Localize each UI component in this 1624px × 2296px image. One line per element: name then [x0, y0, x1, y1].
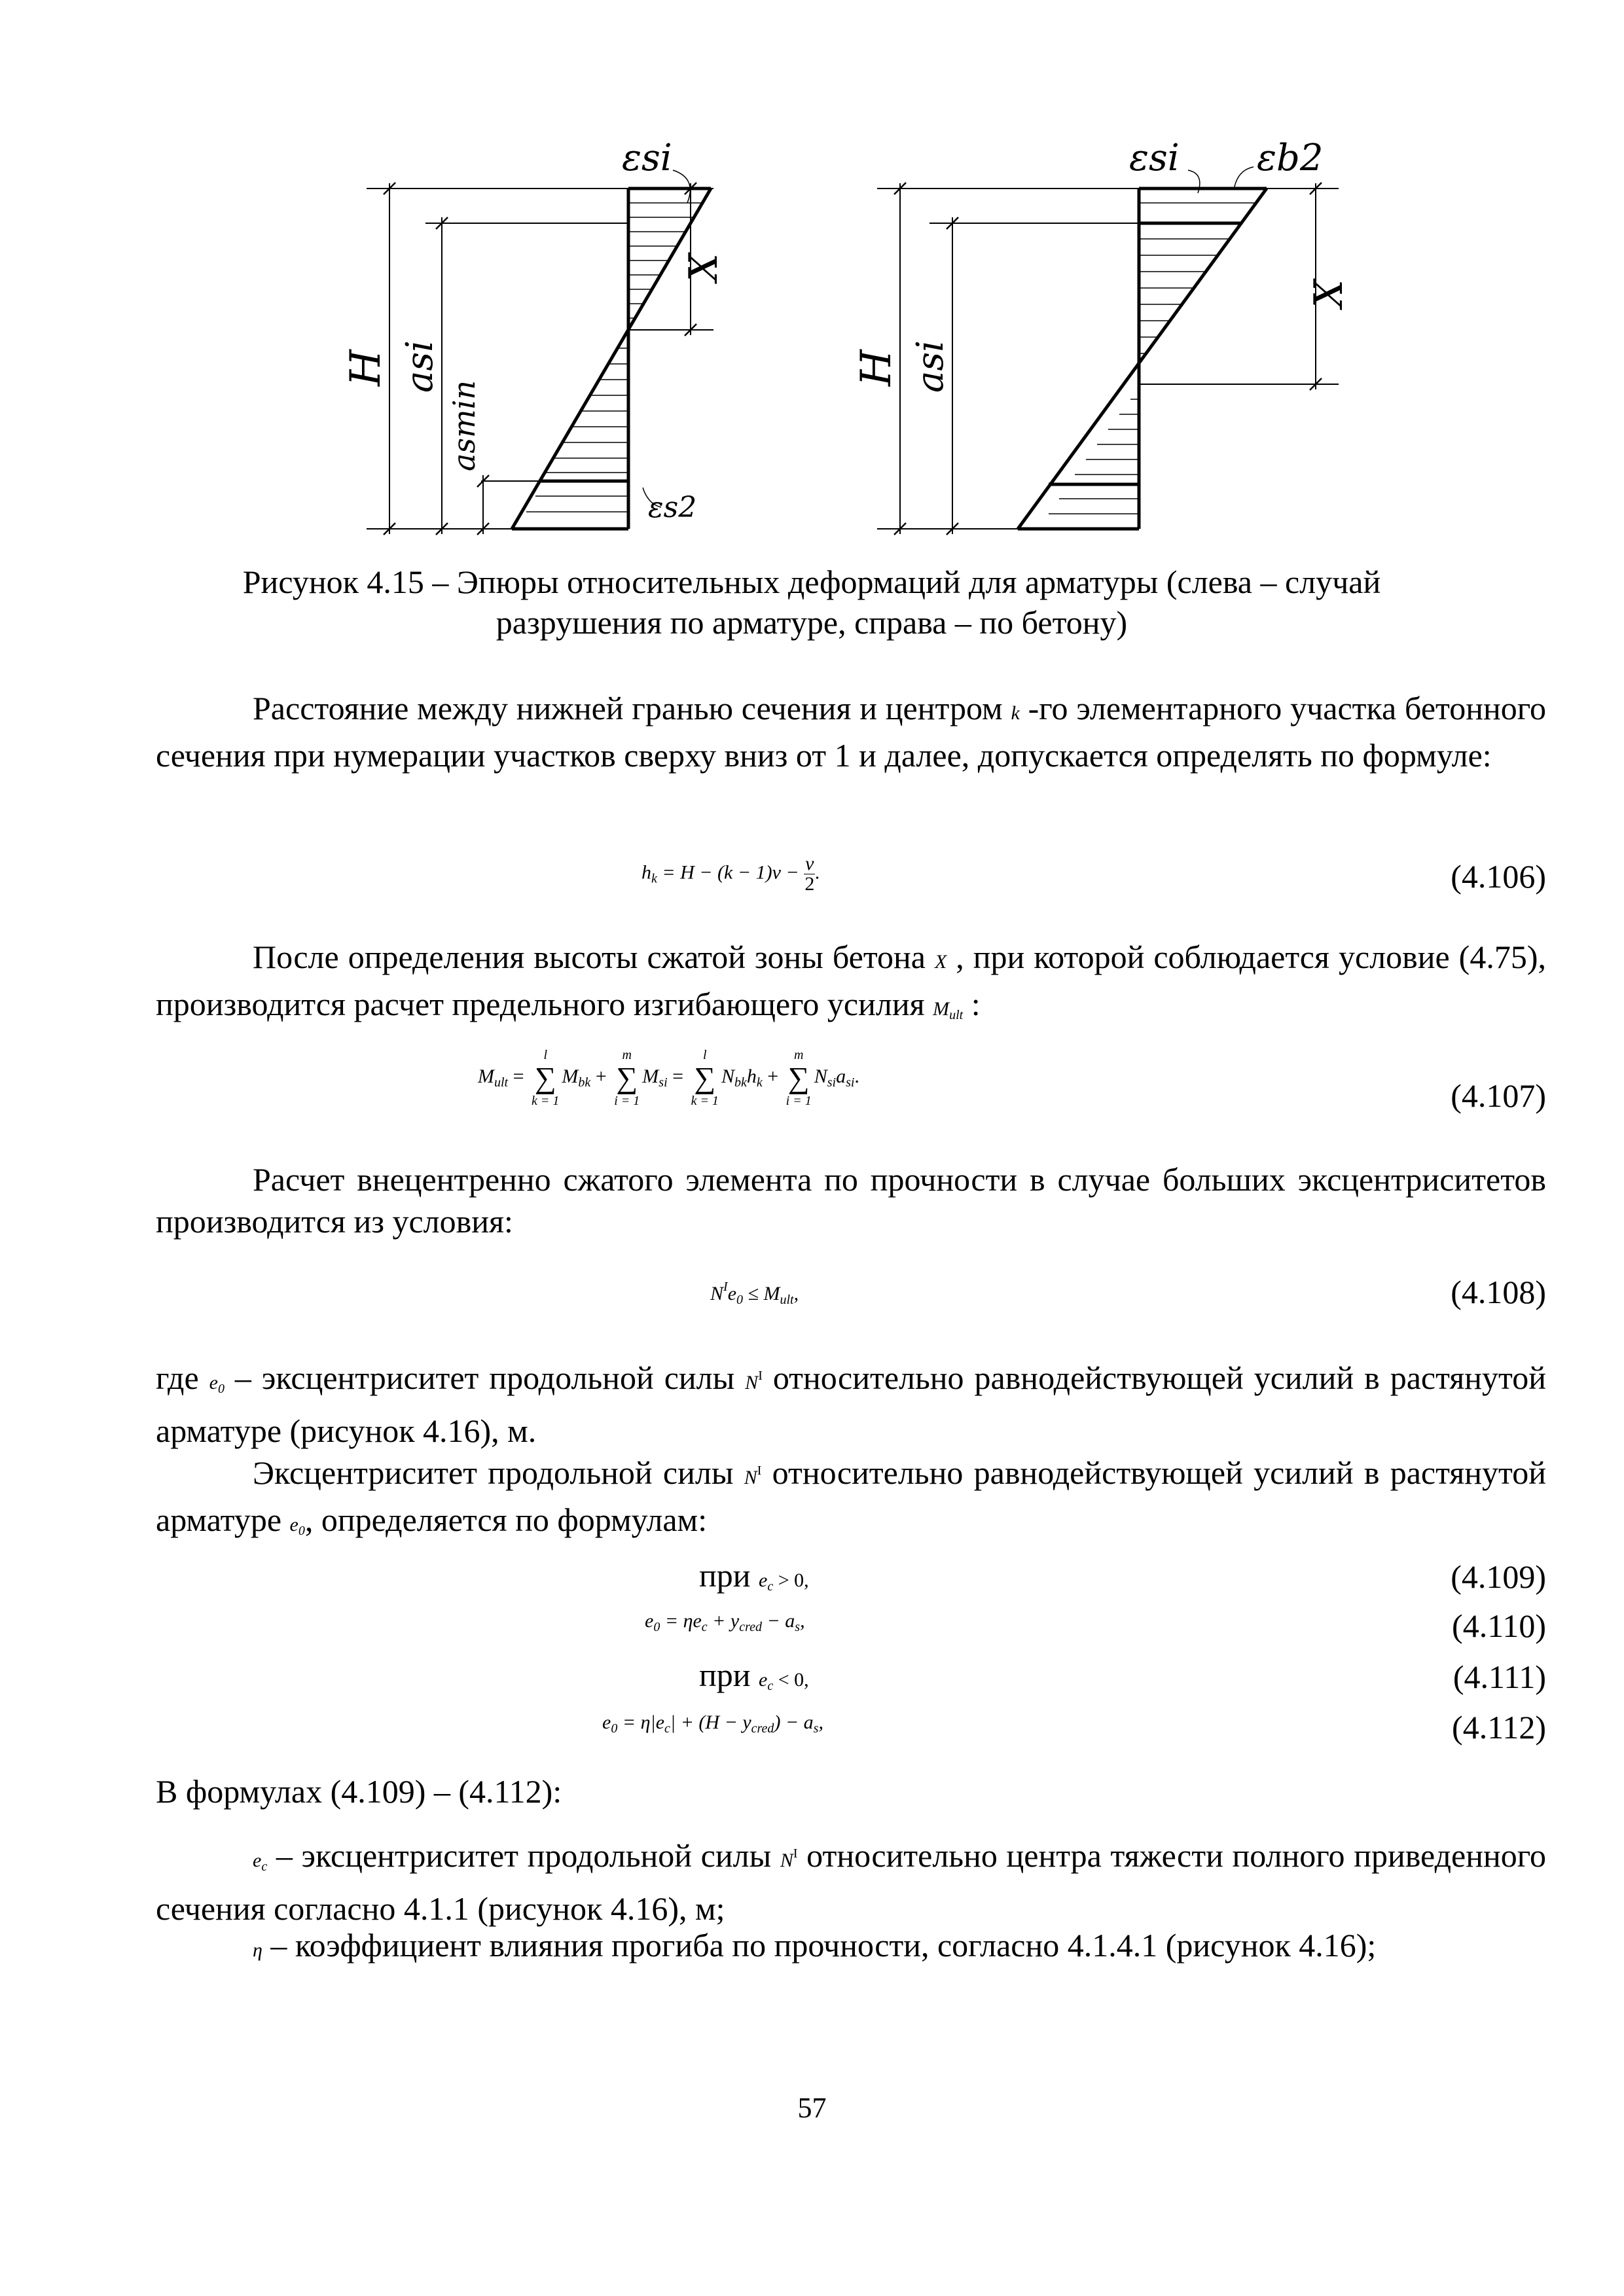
H-label-right: H — [852, 350, 901, 386]
f112-rest2: | + (H − y — [670, 1712, 751, 1733]
f107-lhs-sub: ult — [494, 1075, 509, 1090]
f107-term3: N — [721, 1065, 734, 1087]
f107-sum-4: m ∑ i = 1 — [785, 1048, 812, 1108]
para8-text-1: – коэффициент влияния прогиба по прочности, согласно 4.1.4.1 (рисунок 4.16); — [262, 1927, 1377, 1964]
f112-e: e — [602, 1712, 611, 1733]
formula-number-4-109: (4.109) — [1451, 1558, 1546, 1595]
paragraph-hk-definition — [156, 687, 1546, 776]
formula-4-112 — [602, 1712, 823, 1736]
f111-e: e — [759, 1669, 768, 1691]
eps-si-label-left: εsi — [622, 137, 672, 179]
f107-sum3-top: l — [702, 1048, 707, 1062]
f107-sum2-top: m — [622, 1048, 632, 1062]
f106-end: . — [815, 861, 820, 884]
X-label-right: X — [1306, 279, 1352, 308]
para2-text-2: , при которой соблюдается условие (4.75), производится расчет предельного изгибающего усилия — [156, 939, 1546, 1022]
caption-line-1: Рисунок 4.15 – Эпюры относительных деформаций для арматуры (слева – случай — [242, 564, 1381, 600]
f107-term3b-sub: k — [756, 1075, 763, 1090]
f109-e-sub: c — [767, 1579, 774, 1594]
para5-text-2: относительно равнодействующей усилий в растянутой арматуре — [156, 1454, 1546, 1538]
para7-n-symbol: N — [780, 1850, 793, 1871]
paragraph-ec-definition — [156, 1833, 1546, 1929]
para4-e-symbol: e — [209, 1372, 218, 1393]
para1-text-2: -го элементарного участка бетонного сечения при нумерации участков сверху вниз от 1 и далее, допускается определять по формуле: — [156, 690, 1546, 774]
eps-s2-label: εs2 — [648, 491, 697, 524]
f110-rest3-sub: s — [795, 1620, 801, 1634]
f108-rel-sub: ult — [780, 1293, 794, 1307]
f107-sum1-top: l — [543, 1048, 548, 1062]
f109-pri: при — [699, 1557, 751, 1594]
f110-rest1: = ηe — [660, 1610, 702, 1632]
para5-text-3: , определяется по формулам: — [304, 1501, 708, 1538]
f108-e: e — [727, 1283, 737, 1304]
para5-n-sup: I — [757, 1463, 762, 1478]
f107-term4b-sub: si — [846, 1075, 855, 1090]
paragraph-e0-formulas-intro — [156, 1450, 1546, 1552]
eps-si-label-right: εsi — [1129, 137, 1180, 179]
f112-rest1-sub: c — [664, 1721, 670, 1736]
formula-number-4-112: (4.112) — [1452, 1709, 1546, 1746]
f112-end: , — [818, 1712, 823, 1733]
para7-text-1: – эксцентриситет продольной силы — [267, 1837, 780, 1874]
formula-4-110 — [645, 1610, 805, 1635]
f111-pri: при — [699, 1657, 751, 1693]
para4-n-symbol: N — [745, 1372, 759, 1393]
f110-end: , — [800, 1610, 805, 1632]
para2-text-1: После определения высоты сжатой зоны бетона — [253, 939, 935, 975]
para5-text-1: Эксцентриситет продольной силы — [253, 1454, 744, 1491]
para2-text-3: : — [963, 986, 981, 1022]
f112-rest3-sub: s — [813, 1721, 819, 1736]
para5-n-symbol: N — [744, 1467, 757, 1488]
formula-4-106 — [641, 854, 820, 894]
f108-N-sup: I — [723, 1280, 728, 1294]
paragraph-in-formulas: В формулах (4.109) – (4.112): — [156, 1773, 562, 1810]
para4-text-2: – эксцентриситет продольной силы — [224, 1359, 746, 1396]
formula-4-111 — [699, 1656, 809, 1694]
eps-b2-label: εb2 — [1257, 137, 1324, 179]
para1-text-1: Расстояние между нижней гранью сечения и центром — [253, 690, 1011, 726]
f110-e-sub: 0 — [653, 1620, 660, 1634]
f108-rel: ≤ M — [743, 1283, 780, 1304]
f109-e: e — [759, 1570, 768, 1591]
caption-line-2: разрушения по арматуре, справа – по бетону) — [496, 604, 1128, 641]
para2-m-sub: ult — [949, 1008, 964, 1022]
para1-k-symbol: k — [1011, 702, 1020, 724]
formula-number-4-106: (4.106) — [1451, 858, 1546, 895]
f107-sum-3: l ∑ k = 1 — [691, 1048, 719, 1108]
strain-diagrams-figure — [340, 131, 1375, 550]
f108-e-sub: 0 — [736, 1293, 744, 1307]
f110-rest3: − a — [762, 1610, 795, 1632]
para8-eta-symbol: η — [253, 1939, 262, 1961]
f107-lhs: M — [478, 1065, 494, 1087]
f107-sum3-bottom: k = 1 — [691, 1094, 719, 1108]
H-label-left: H — [342, 350, 390, 386]
X-label-left: X — [681, 253, 727, 281]
para7-n-sup: I — [793, 1846, 798, 1861]
f110-rest2-sub: cred — [739, 1620, 763, 1634]
formula-4-108 — [710, 1280, 799, 1308]
f106-h-sub: k — [651, 871, 657, 886]
f107-term1-sub: bk — [578, 1075, 591, 1090]
paragraph-e0-definition — [156, 1355, 1546, 1452]
formula-number-4-110: (4.110) — [1452, 1607, 1546, 1644]
f106-numerator: v — [805, 853, 814, 874]
f107-sum1-bottom: k = 1 — [532, 1094, 560, 1108]
para7-e-symbol: e — [253, 1850, 262, 1871]
asi-label-right: asi — [909, 340, 952, 393]
f112-rest2-sub: cred — [751, 1721, 774, 1736]
para4-e-sub: 0 — [217, 1382, 225, 1396]
strain-diagrams-svg — [340, 131, 1375, 550]
f107-term3b: h — [746, 1065, 757, 1087]
para5-e-sub: 0 — [298, 1524, 305, 1538]
f112-e-sub: 0 — [611, 1721, 618, 1736]
f107-sum4-top: m — [793, 1048, 804, 1062]
f107-term1: M — [562, 1065, 579, 1087]
f107-sum-2: m ∑ i = 1 — [614, 1048, 640, 1108]
formula-number-4-108: (4.108) — [1451, 1274, 1546, 1310]
f107-sum-1: l ∑ k = 1 — [532, 1048, 560, 1108]
f107-term3-sub: bk — [734, 1075, 747, 1090]
f107-sum2-bottom: i = 1 — [614, 1094, 640, 1108]
f112-rest1: = η|e — [617, 1712, 665, 1733]
formula-number-4-111: (4.111) — [1453, 1659, 1546, 1695]
f110-rest2: + y — [707, 1610, 740, 1632]
f111-rest: < 0, — [773, 1669, 809, 1691]
f110-rest1-sub: c — [701, 1620, 708, 1634]
para4-text-1: где — [156, 1359, 209, 1396]
f110-e: e — [645, 1610, 654, 1632]
formula-4-109 — [699, 1556, 809, 1594]
paragraph-eccentric-compression: Расчет внецентренно сжатого элемента по прочности в случае больших эксцентриситетов производится из условия: — [156, 1161, 1546, 1240]
formula-number-4-107: (4.107) — [1451, 1077, 1546, 1114]
f107-sum4-bottom: i = 1 — [785, 1094, 812, 1108]
para4-n-sup: I — [758, 1369, 763, 1383]
asmin-label: asmin — [446, 380, 482, 471]
f111-e-sub: c — [767, 1679, 774, 1693]
f109-rest: > 0, — [773, 1570, 809, 1591]
figure-caption — [144, 562, 1479, 643]
asi-label-left: asi — [399, 340, 441, 393]
f107-term2: M — [642, 1065, 659, 1087]
paragraph-eta-definition — [156, 1924, 1546, 1971]
para2-m-symbol: M — [933, 998, 950, 1020]
formula-4-107: $M_{ult}$ = l ∑ k = 1 $M_{bk}$ + m ∑ i = 1 $M_{si}$ = l ∑ k = 1 $N_{bk}h_k$ + m ∑ i = 1 $N_{si}a_{si}$. — [478, 1048, 859, 1108]
f106-h: h — [641, 861, 651, 884]
para2-x-symbol: X — [934, 951, 947, 973]
f107-term2-sub: si — [659, 1075, 668, 1090]
f108-N: N — [710, 1283, 724, 1304]
para7-text-2: относительно центра тяжести полного приведенного сечения согласно 4.1.1 (рисунок 4.16), м; — [156, 1837, 1546, 1927]
para7-e-sub: c — [261, 1859, 268, 1874]
f107-term4: N — [814, 1065, 827, 1087]
f107-term4-sub: si — [827, 1075, 837, 1090]
f106-rest: = H − (k − 1)v − — [657, 861, 804, 884]
para4-text-3: относительно равнодействующей усилий в растянутой арматуре (рисунок 4.16), м. — [156, 1359, 1546, 1449]
paragraph-compressed-zone — [156, 936, 1546, 1036]
para5-e-symbol: e — [289, 1514, 298, 1535]
f107-term4b: a — [836, 1065, 846, 1087]
f112-rest3: ) − a — [774, 1712, 814, 1733]
f108-end: , — [793, 1283, 799, 1304]
page-number: 57 — [797, 2092, 827, 2124]
f106-denominator: 2 — [804, 873, 815, 895]
